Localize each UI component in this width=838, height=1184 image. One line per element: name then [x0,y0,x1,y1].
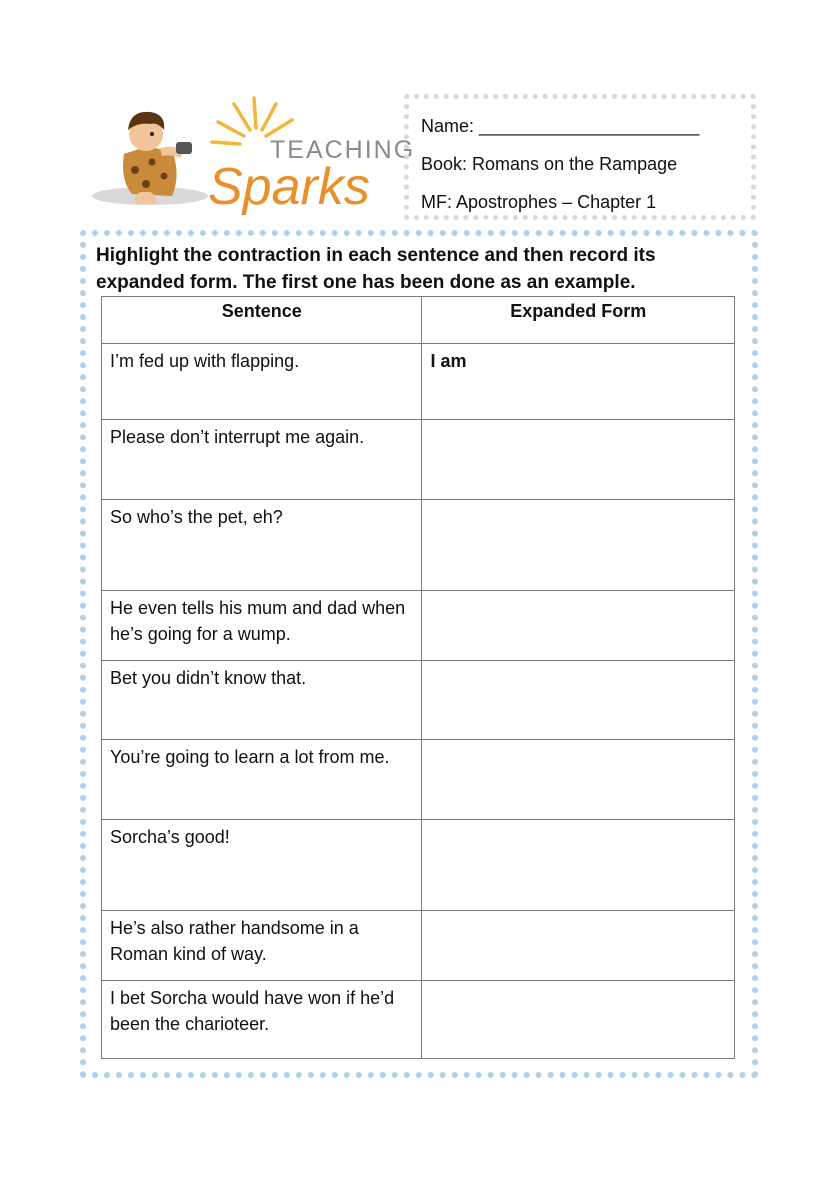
expanded-form-cell[interactable] [422,661,735,740]
expanded-form-cell[interactable] [422,911,735,981]
sentence-column-header: Sentence [102,297,422,344]
book-title: Book: Romans on the Rampage [421,154,678,174]
expanded-form-cell[interactable]: I am [422,344,735,420]
sentence-cell: Sorcha’s good! [102,820,422,911]
expanded-form-cell[interactable] [422,500,735,591]
table-row [102,344,735,420]
table-row [102,740,735,820]
name-field[interactable]: Name: ______________________ [421,116,700,136]
table-row [102,661,735,740]
sentence-cell: I’m fed up with flapping. [102,344,422,420]
table-header-row [102,297,735,344]
table-row [102,820,735,911]
sentence-cell: He’s also rather handsome in a Roman kind of way. [102,911,422,981]
sentence-cell: Please don’t interrupt me again. [102,420,422,500]
table-row [102,500,735,591]
contraction-table [101,296,735,1059]
teaching-sparks-logo [80,92,416,220]
sentence-cell: You’re going to learn a lot from me. [102,740,422,820]
sentence-cell: I bet Sorcha would have won if he’d been the charioteer. [102,981,422,1059]
expanded-form-cell[interactable] [422,820,735,911]
table-row [102,591,735,661]
expanded-form-column-header: Expanded Form [422,297,735,344]
expanded-form-cell[interactable] [422,981,735,1059]
sentence-cell: He even tells his mum and dad when he’s going for a wump. [102,591,422,661]
table-row [102,911,735,981]
expanded-form-cell[interactable] [422,591,735,661]
expanded-form-cell[interactable] [422,420,735,500]
instruction-text: Highlight the contraction in each sentence and then record its expanded form. The first one has been done as an example. [96,245,656,293]
focus-label: MF: Apostrophes – Chapter 1 [421,192,657,212]
logo-teaching-text: TEACHING [270,136,416,164]
table-row [102,420,735,500]
logo-sparks-text: Sparks [208,158,370,216]
student-info-box [404,94,756,220]
expanded-form-cell[interactable] [422,740,735,820]
table-row [102,981,735,1059]
sentence-cell: Bet you didn’t know that. [102,661,422,740]
sentence-cell: So who’s the pet, eh? [102,500,422,591]
